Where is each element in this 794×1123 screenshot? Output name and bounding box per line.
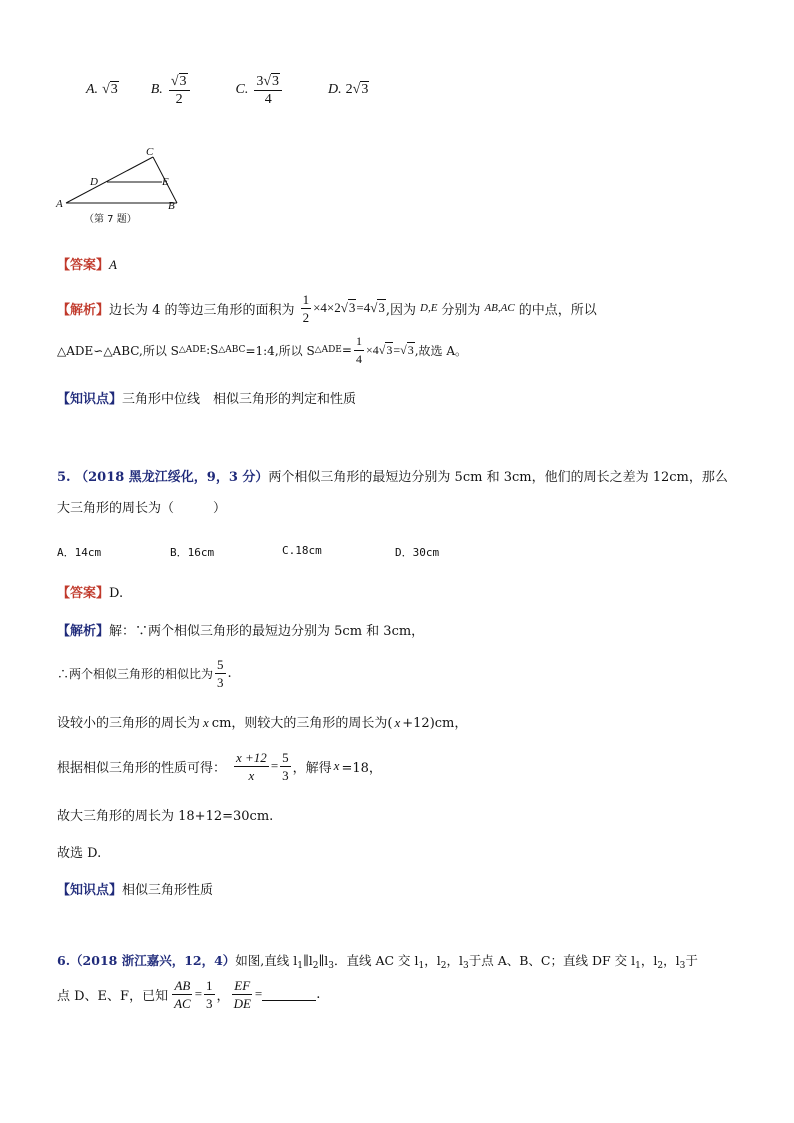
fraction: $\frac{x +12}{x}$: [236, 749, 267, 783]
point-label-e: E: [162, 176, 169, 188]
sqrt-expr: √3: [378, 342, 393, 357]
q4-analysis-line1: 【解析】 边长为 4 的等边三角形的面积为 $\frac{1}{2}$ ×4×2 √3 =4 √3 ,因为 D,E 分别为 AB,AC 的中点，所以: [57, 291, 597, 325]
triangle-figure: [56, 146, 186, 230]
q5-option-a: A．14cm: [57, 546, 102, 559]
option-b: B. $\frac{√3}{2}$: [151, 73, 192, 108]
q5-analysis-line2: ∴两个相似三角形的相似比为 $\frac{5}{3}$ .: [57, 656, 232, 690]
q5-analysis-line4: 根据相似三角形的性质可得： $\frac{x +12}{x}$ = $\frac{5}{3}$ ，解得 x =18，: [57, 749, 382, 783]
option-d: D. 2√3: [328, 82, 369, 97]
q4-options: [86, 72, 369, 108]
sqrt-expr: √3: [340, 300, 356, 315]
fraction: $\frac{EF}{DE}$: [233, 977, 251, 1011]
q6-question-line2: 点 D、E、F，已知 $\frac{AB}{AC}$ = $\frac{1}{3}$ ， $\frac{EF}{DE}$ = .: [57, 977, 321, 1011]
q5-analysis-line1: 【解析】解：∵两个相似三角形的最短边分别为 5cm 和 3cm，: [57, 624, 425, 639]
figure-caption: （第 7 题）: [84, 214, 137, 225]
segment-ac: [66, 157, 153, 203]
q5-option-d: D．30cm: [395, 546, 440, 559]
sqrt-expr: √3: [370, 300, 385, 315]
fraction: $\frac{3√3}{4}$: [254, 73, 282, 108]
fraction: $\frac{1}{3}$: [206, 977, 213, 1011]
q5-analysis-line3: 设较小的三角形的周长为 x cm，则较大的三角形的周长为( x +12)cm，: [57, 715, 468, 731]
q4-analysis-line2: △ADE∽△ABC,所以 S △ADE :S △ABC =1:4,所以 S △ADE = $\frac{1}{4}$ ×4 √3 = √3 ,故选 A。: [57, 333, 467, 366]
sqrt-expr: √3: [400, 342, 414, 357]
q5-option-b: B．16cm: [170, 546, 215, 559]
q5-question-line2: 大三角形的周长为（ ）: [57, 501, 227, 516]
q5-knowledge: 【知识点】相似三角形性质: [57, 883, 214, 898]
fraction: $\frac{AB}{AC}$: [174, 977, 191, 1011]
q5-analysis-line5: 故大三角形的周长为 18+12=30cm.: [57, 809, 274, 824]
q4-answer: 【答案】A: [57, 257, 117, 273]
fraction: $\frac{5}{3}$: [217, 656, 224, 690]
fraction: $\frac{1}{2}$: [302, 291, 310, 325]
point-label-c: C: [146, 146, 154, 158]
point-label-d: D: [90, 176, 98, 188]
point-label-a: A: [56, 198, 63, 210]
option-a: A. √3: [86, 82, 118, 97]
fraction: $\frac{1}{4}$: [355, 333, 362, 366]
fraction: $\frac{√3}{2}$: [169, 73, 190, 108]
option-c: C. $\frac{3√3}{4}$: [236, 73, 285, 108]
q5-option-c: C.18cm: [282, 544, 322, 557]
q5-question-line1: 5. （2018 黑龙江绥化，9，3 分）两个相似三角形的最短边分别为 5cm 和 3cm，他们的周长之差为 12cm，那么: [57, 470, 728, 485]
q5-answer: 【答案】D.: [57, 586, 124, 601]
sqrt-expr: √3: [102, 82, 118, 97]
q4-knowledge: 【知识点】三角形中位线 相似三角形的判定和性质: [57, 392, 357, 407]
q5-analysis-line6: 故选 D.: [57, 846, 102, 861]
point-label-b: B: [168, 200, 175, 212]
fraction: $\frac{5}{3}$: [282, 749, 289, 783]
q6-question-line1: 6.（2018 浙江嘉兴，12，4）如图,直线 $l_1\parallel l_2\parallel l_3$．直线 AC 交 $l_1$，$l_2$，$l_3$于点 A、B、C；直线 DF 交 $l_1$，$l_2$，$l_3$于: [57, 953, 698, 971]
answer-blank[interactable]: [262, 988, 316, 1001]
